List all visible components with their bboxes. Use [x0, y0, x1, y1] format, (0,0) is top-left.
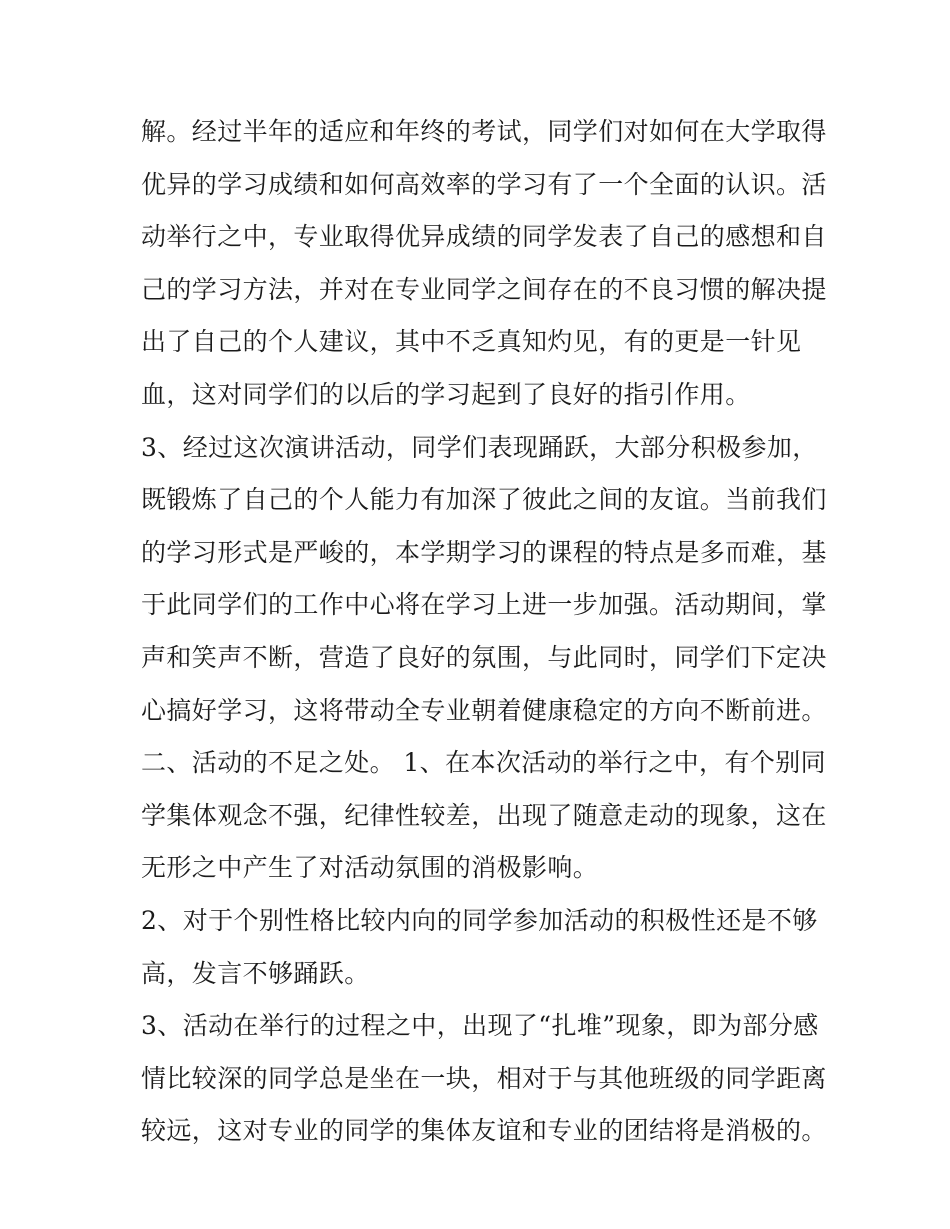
- text-line: 情比较深的同学总是坐在一块，相对于与其他班级的同学距离: [141, 1063, 827, 1093]
- text-line: 于此同学们的工作中心将在学习上进一步加强。活动期间，掌: [141, 590, 827, 620]
- text-line: 二、活动的不足之处。 1、在本次活动的举行之中，有个别同: [141, 748, 827, 778]
- text-line: 2、对于个别性格比较内向的同学参加活动的积极性还是不够: [141, 905, 818, 935]
- text-line: 动举行之中，专业取得优异成绩的同学发表了自己的感想和自: [141, 222, 827, 252]
- document-body: [141, 106, 827, 1158]
- text-line: 出了自己的个人建议，其中不乏真知灼见，有的更是一针见: [141, 327, 802, 357]
- text-line: 学集体观念不强，纪律性较差，出现了随意走动的现象，这在: [141, 800, 827, 830]
- text-line: 己的学习方法，并对在专业同学之间存在的不良习惯的解决提: [141, 274, 827, 304]
- text-line: 解。经过半年的适应和年终的考试，同学们对如何在大学取得: [141, 117, 827, 146]
- text-line: 优异的学习成绩和如何高效率的学习有了一个全面的认识。活: [141, 169, 827, 199]
- text-line: 声和笑声不断，营造了良好的氛围，与此同时，同学们下定决: [141, 642, 827, 672]
- text-line: 既锻炼了自己的个人能力有加深了彼此之间的友谊。当前我们: [141, 485, 827, 515]
- text-line: 血，这对同学们的以后的学习起到了良好的指引作用。: [141, 379, 751, 409]
- text-line: 心搞好学习，这将带动全专业朝着健康稳定的方向不断前进。: [141, 695, 827, 725]
- text-line: 3、经过这次演讲活动，同学们表现踊跃，大部分积极参加，: [141, 432, 818, 462]
- text-line: 高，发言不够踊跃。: [141, 958, 370, 988]
- text-line: 无形之中产生了对活动氛围的消极影响。: [141, 853, 599, 883]
- text-line: 较远，这对专业的同学的集体友谊和专业的团结将是消极的。: [141, 1116, 827, 1146]
- text-line: 3、活动在举行的过程之中，出现了“扎堆”现象，即为部分感: [141, 1011, 819, 1041]
- text-line: 的学习形式是严峻的，本学期学习的课程的特点是多而难，基: [141, 537, 827, 567]
